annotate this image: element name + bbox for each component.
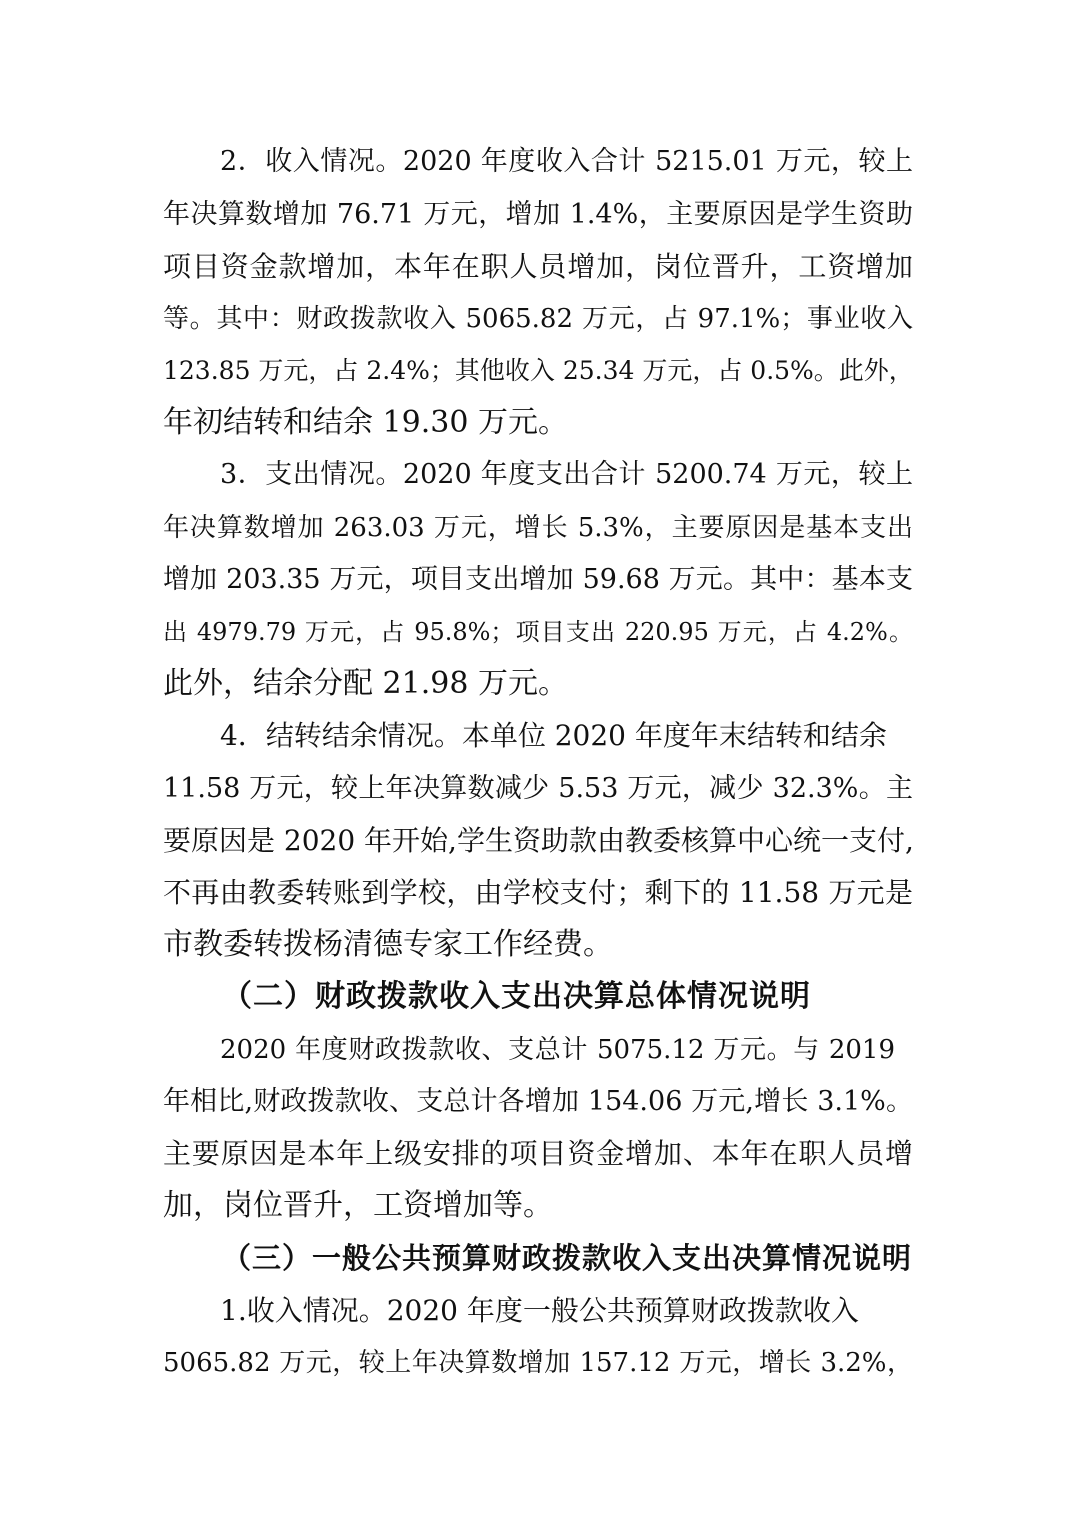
paragraph-expense-line: 年决算数增加 263.03 万元，增长 5.3%，主要原因是基本支出 [163,513,913,543]
paragraph-income-line: 年初结转和结余 19.30 万元。 [163,405,568,440]
paragraph-balance-line: 11.58 万元，较上年决算数减少 5.53 万元，减少 32.3%。主 [163,773,913,804]
section-heading-3: （三）一般公共预算财政拨款收入支出决算情况说明 [222,1241,913,1275]
paragraph-general-budget-line: 1.收入情况。2020 年度一般公共预算财政拨款收入 [220,1294,859,1327]
paragraph-expense-line: 此外，结余分配 21.98 万元。 [163,666,568,701]
paragraph-income-line: 2．收入情况。2020 年度收入合计 5215.01 万元，较上 [220,146,913,177]
paragraph-balance-line: 不再由教委转账到学校，由学校支付；剩下的 11.58 万元是 [163,876,913,909]
paragraph-general-budget-line: 5065.82 万元，较上年决算数增加 157.12 万元，增长 3.2%， [163,1348,913,1378]
paragraph-balance-line: 4．结转结余情况。本单位 2020 年度年末结转和结余 [220,719,887,752]
paragraph-expense-line: 增加 203.35 万元，项目支出增加 59.68 万元。其中：基本支 [163,564,913,595]
paragraph-expense-line: 3．支出情况。2020 年度支出合计 5200.74 万元，较上 [220,459,913,490]
paragraph-fiscal-line: 年相比,财政拨款收、支总计各增加 154.06 万元,增长 3.1%。 [163,1086,913,1117]
paragraph-fiscal-line: 主要原因是本年上级安排的项目资金增加、本年在职人员增 [163,1137,913,1170]
paragraph-income-line: 项目资金款增加，本年在职人员增加，岗位晋升，工资增加 [163,250,913,283]
paragraph-income-line: 等。其中：财政拨款收入 5065.82 万元，占 97.1%；事业收入 [163,304,913,334]
paragraph-fiscal-line: 2020 年度财政拨款收、支总计 5075.12 万元。与 2019 [220,1035,895,1065]
paragraph-balance-line: 市教委转拨杨清德专家工作经费。 [163,927,613,962]
paragraph-income-line: 年决算数增加 76.71 万元，增加 1.4%，主要原因是学生资助 [163,199,913,230]
paragraph-income-line: 123.85 万元，占 2.4%；其他收入 25.34 万元，占 0.5%。此外， [163,356,914,385]
paragraph-expense-line: 出 4979.79 万元，占 95.8%；项目支出 220.95 万元，占 4.2%。 [163,618,913,646]
section-heading-2: （二）财政拨款收入支出决算总体情况说明 [222,979,811,1014]
paragraph-fiscal-line: 加，岗位晋升，工资增加等。 [163,1188,553,1223]
paragraph-balance-line: 要原因是 2020 年开始,学生资助款由教委核算中心统一支付, [163,824,914,857]
